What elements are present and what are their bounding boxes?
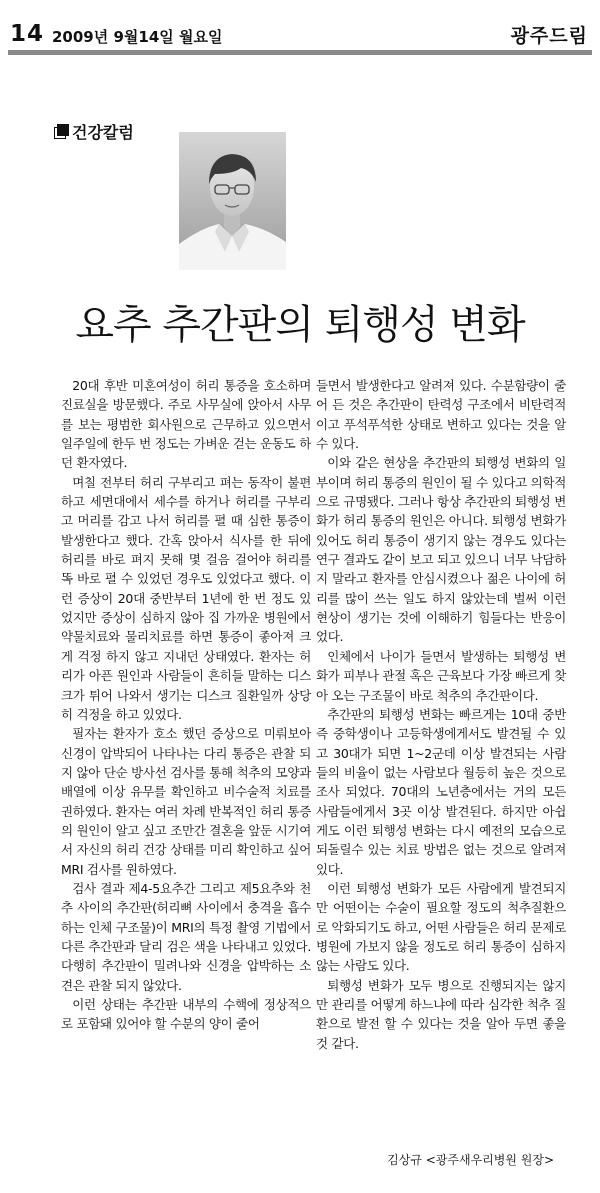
page-header <box>0 0 600 54</box>
paragraph: 20대 후반 미혼여성이 허리 통증을 호소하며 진료실을 방문했다. 주로 사무실에 앉아서 사무를 보는 평범한 회사원으로 근무하고 있으면서 일주일에 한두 번 정도는 가벼운 걷는 운동도 하던 환자였다. <box>61 378 311 471</box>
paragraph: 인체에서 나이가 들면서 발생하는 퇴행성 변화가 피부나 관절 혹은 근육보다 가장 빠르게 찾아 오는 구조물이 바로 척추의 추간판이다. <box>316 648 566 703</box>
paragraph: 이와 같은 현상을 추간판의 퇴행성 변화의 일부이며 허리 통증의 원인이 될 수 있다고 의학적으로 규명됐다. 그러나 항상 추간판의 퇴행성 변화가 허리 통증의 원인은 아니다. 퇴행성 변화가 있어도 허리 통증이 생기지 않는 경우도 있다는 연구 결과도 같이 보고 되고 있으니 너무 낙담하지 말라고 환자를 안심시켰으나 젊은 나이에 허리를 많이 쓰는 일도 하지 않았는데 벌써 이런 현상이 생기는 것에 이해하기 힘들다는 반응이었다. <box>316 455 566 645</box>
paragraph: 이런 퇴행성 변화가 모든 사람에게 발견되지만 어떤이는 수술이 필요할 정도의 척추질환으로 악화되기도 하고, 어떤 사람들은 허리 문제로 병원에 가보지 않을 정도로 허리 통증이 심하지 않는 사람도 있다. <box>316 880 566 974</box>
section-marker-icon <box>57 124 69 136</box>
paragraph: 검사 결과 제4-5요추간 그리고 제5요추와 천추 사이의 추간판(허리뼈 사이에서 충격을 흡수하는 인체 구조물)이 MRI의 특정 촬영 기법에서 다른 추간판과 달리 검은 색을 나타내고 있었다. 다행히 추간판이 밀려나와 신경을 압박하는 소견은 관찰 되지 않았다. <box>61 880 311 993</box>
author-byline: 김상규 <광주새우리병원 원장> <box>387 1153 554 1167</box>
paragraph: 추간판의 퇴행성 변화는 빠르게는 10대 중반 즉 중학생이나 고등학생에게서도 발견될 수 있고 30대가 되면 1~2군데 이상 발견되는 사람들의 비율이 없는 사람보다 월등히 높은 것으로 조사 되었다. 70대의 노년층에서는 거의 모든 사람들에게서 3곳 이상 발견된다. 하지만 아쉽게도 이런 퇴행성 변화는 다시 예전의 모습으로 되돌릴수 있는 치료 방법은 없는 것으로 알려져 있다. <box>316 706 566 877</box>
paragraph: 이런 상태는 추간판 내부의 수핵에 정상적으로 포함돼 있어야 할 수분의 양이 줄어 <box>61 997 311 1032</box>
paragraph-continued: 들면서 발생한다고 알려져 있다. 수분함량이 줄어 든 것은 추간판이 탄력성 구조에서 비탄력적이고 푸석푸석한 상태로 변하고 있다는 것을 알 수 있다. <box>316 378 566 452</box>
article-headline: 요추 추간판의 퇴행성 변화 <box>75 302 525 348</box>
publication-date: 2009년 9월14일 월요일 <box>52 28 223 46</box>
author-portrait-image <box>179 132 286 270</box>
section-label-text: 건강칼럼 <box>72 123 134 142</box>
section-label <box>57 123 134 143</box>
header-rule <box>8 50 592 55</box>
article-column-right <box>316 376 566 1053</box>
article-column-left <box>61 376 311 1034</box>
publication-name: 광주드림 <box>510 25 588 47</box>
page-number: 14 <box>10 21 45 47</box>
author-photo <box>179 132 286 270</box>
paragraph: 필자는 환자가 호소 했던 증상으로 미뤄보아 신경이 압박되어 나타나는 다리 통증은 관찰 되지 않아 단순 방사선 검사를 통해 척추의 모양과 배열에 이상 유무를 확인하고 비수술적 치료를 권하였다. 환자는 여러 차례 반복적인 허리 통증의 원인이 알고 싶고 조만간 결혼을 앞둔 시기여서 자신의 허리 건강 상태를 미리 확인하고 싶어 MRI 검사를 원하였다. <box>61 726 311 877</box>
paragraph: 며칠 전부터 허리 구부리고 펴는 동작이 불편하고 세면대에서 세수를 하거나 허리를 구부리고 머리를 감고 나서 허리를 펼 때 심한 통증이 발생한다고 했다. 간혹 앉아서 식사를 한 뒤에 허리를 바로 펴지 못해 몇 걸음 걸어야 허리를 똑 바로 펼 수 있었던 경우도 있었다고 했다. 이런 증상이 20대 중반부터 1년에 한 번 정도 있었지만 증상이 심하지 않아 집 가까운 병원에서 약물치료와 물리치료를 하면 통증이 좋아져 크게 걱정 하지 않고 지내던 상태였다. 환자는 허리가 아픈 원인과 사람들이 흔히들 말하는 디스크가 튀어 나와서 생기는 디스크 질환일까 상당히 걱정을 하고 있었다. <box>61 474 311 722</box>
paragraph: 퇴행성 변화가 모두 병으로 진행되지는 않지만 관리를 어떻게 하느냐에 따라 심각한 척추 질환으로 발전 할 수 있다는 것을 알아 두면 좋을 것 같다. <box>316 977 566 1051</box>
